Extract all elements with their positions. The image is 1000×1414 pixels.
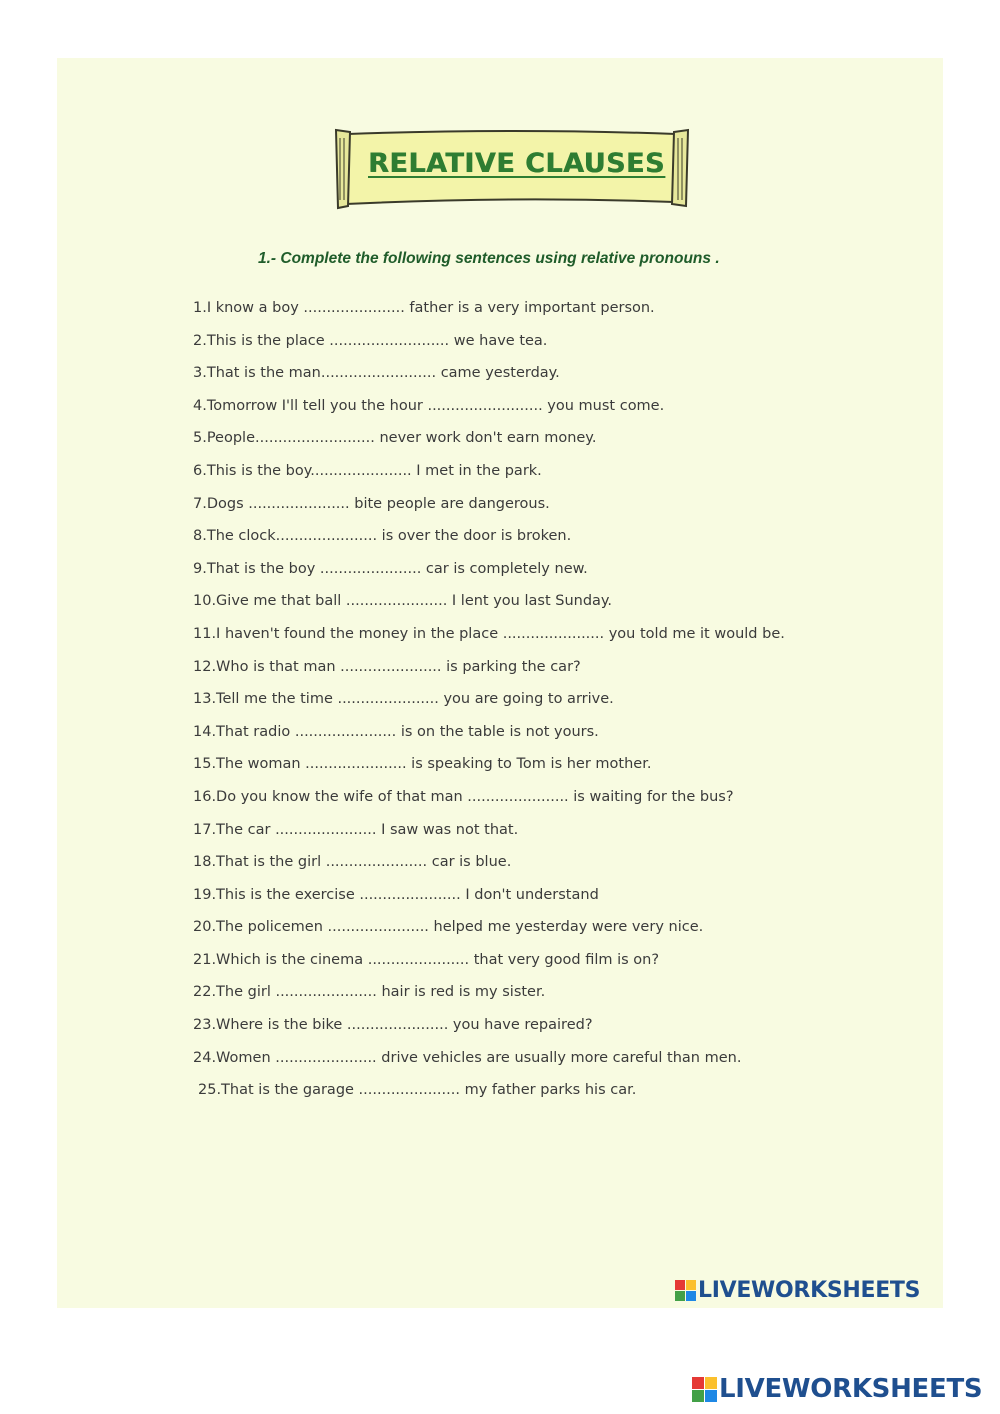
- question-item: 12.Who is that man ...................... is parking the car?: [193, 658, 581, 675]
- question-item: 3.That is the man......................... came yesterday.: [193, 365, 560, 382]
- question-item: 6.This is the boy...................... I met in the park.: [193, 462, 542, 479]
- question-item: 13.Tell me the time ...................... you are going to arrive.: [193, 691, 614, 708]
- question-item: 15.The woman ...................... is speaking to Tom is her mother.: [193, 756, 652, 773]
- question-item: 10.Give me that ball ...................... I lent you last Sunday.: [193, 593, 613, 610]
- question-item: 9.That is the boy ...................... car is completely new.: [193, 560, 588, 577]
- question-item: 7.Dogs ...................... bite people are dangerous.: [193, 495, 550, 512]
- logo-text: LIVEWORKSHEETS: [719, 1374, 983, 1404]
- question-item: 18.That is the girl ...................... car is blue.: [193, 854, 512, 871]
- question-item: 11.I haven't found the money in the place ...................... you told me it would be.: [193, 625, 785, 642]
- question-item: 22.The girl ...................... hair is red is my sister.: [193, 984, 546, 1001]
- logo-text: LIVEWORKSHEETS: [698, 1278, 921, 1303]
- liveworksheets-mark-icon: [692, 1377, 717, 1402]
- question-item: 20.The policemen ...................... helped me yesterday were very nice.: [193, 919, 704, 936]
- question-item: 2.This is the place .......................... we have tea.: [193, 332, 548, 349]
- question-item: 1.I know a boy ...................... father is a very important person.: [193, 300, 655, 316]
- liveworksheets-logo-footer[interactable]: [692, 1374, 982, 1404]
- question-item: 21.Which is the cinema ...................... that very good film is on?: [193, 951, 660, 968]
- question-item: 19.This is the exercise ...................... I don't understand: [193, 886, 599, 903]
- question-item: 23.Where is the bike ...................... you have repaired?: [193, 1017, 593, 1034]
- liveworksheets-logo-inner: [675, 1278, 920, 1303]
- liveworksheets-mark-icon: [675, 1280, 696, 1301]
- title-banner: [334, 126, 690, 210]
- exercise-instruction: 1.- Complete the following sentences using relative pronouns .: [258, 250, 720, 267]
- question-item: 17.The car ...................... I saw was not that.: [193, 821, 519, 838]
- question-list: [193, 296, 785, 1111]
- question-item: 4.Tomorrow I'll tell you the hour ......................... you must come.: [193, 397, 665, 414]
- question-item: 16.Do you know the wife of that man ...................... is waiting for the bus?: [193, 788, 734, 805]
- question-item: 5.People.......................... never work don't earn money.: [193, 430, 597, 447]
- question-item: 14.That radio ...................... is on the table is not yours.: [193, 723, 599, 740]
- question-item: 24.Women ...................... drive vehicles are usually more careful than men.: [193, 1049, 742, 1066]
- question-item: 25.That is the garage ...................... my father parks his car.: [198, 1082, 637, 1099]
- page-title: RELATIVE CLAUSES: [368, 148, 665, 179]
- question-item: 8.The clock...................... is over the door is broken.: [193, 528, 572, 545]
